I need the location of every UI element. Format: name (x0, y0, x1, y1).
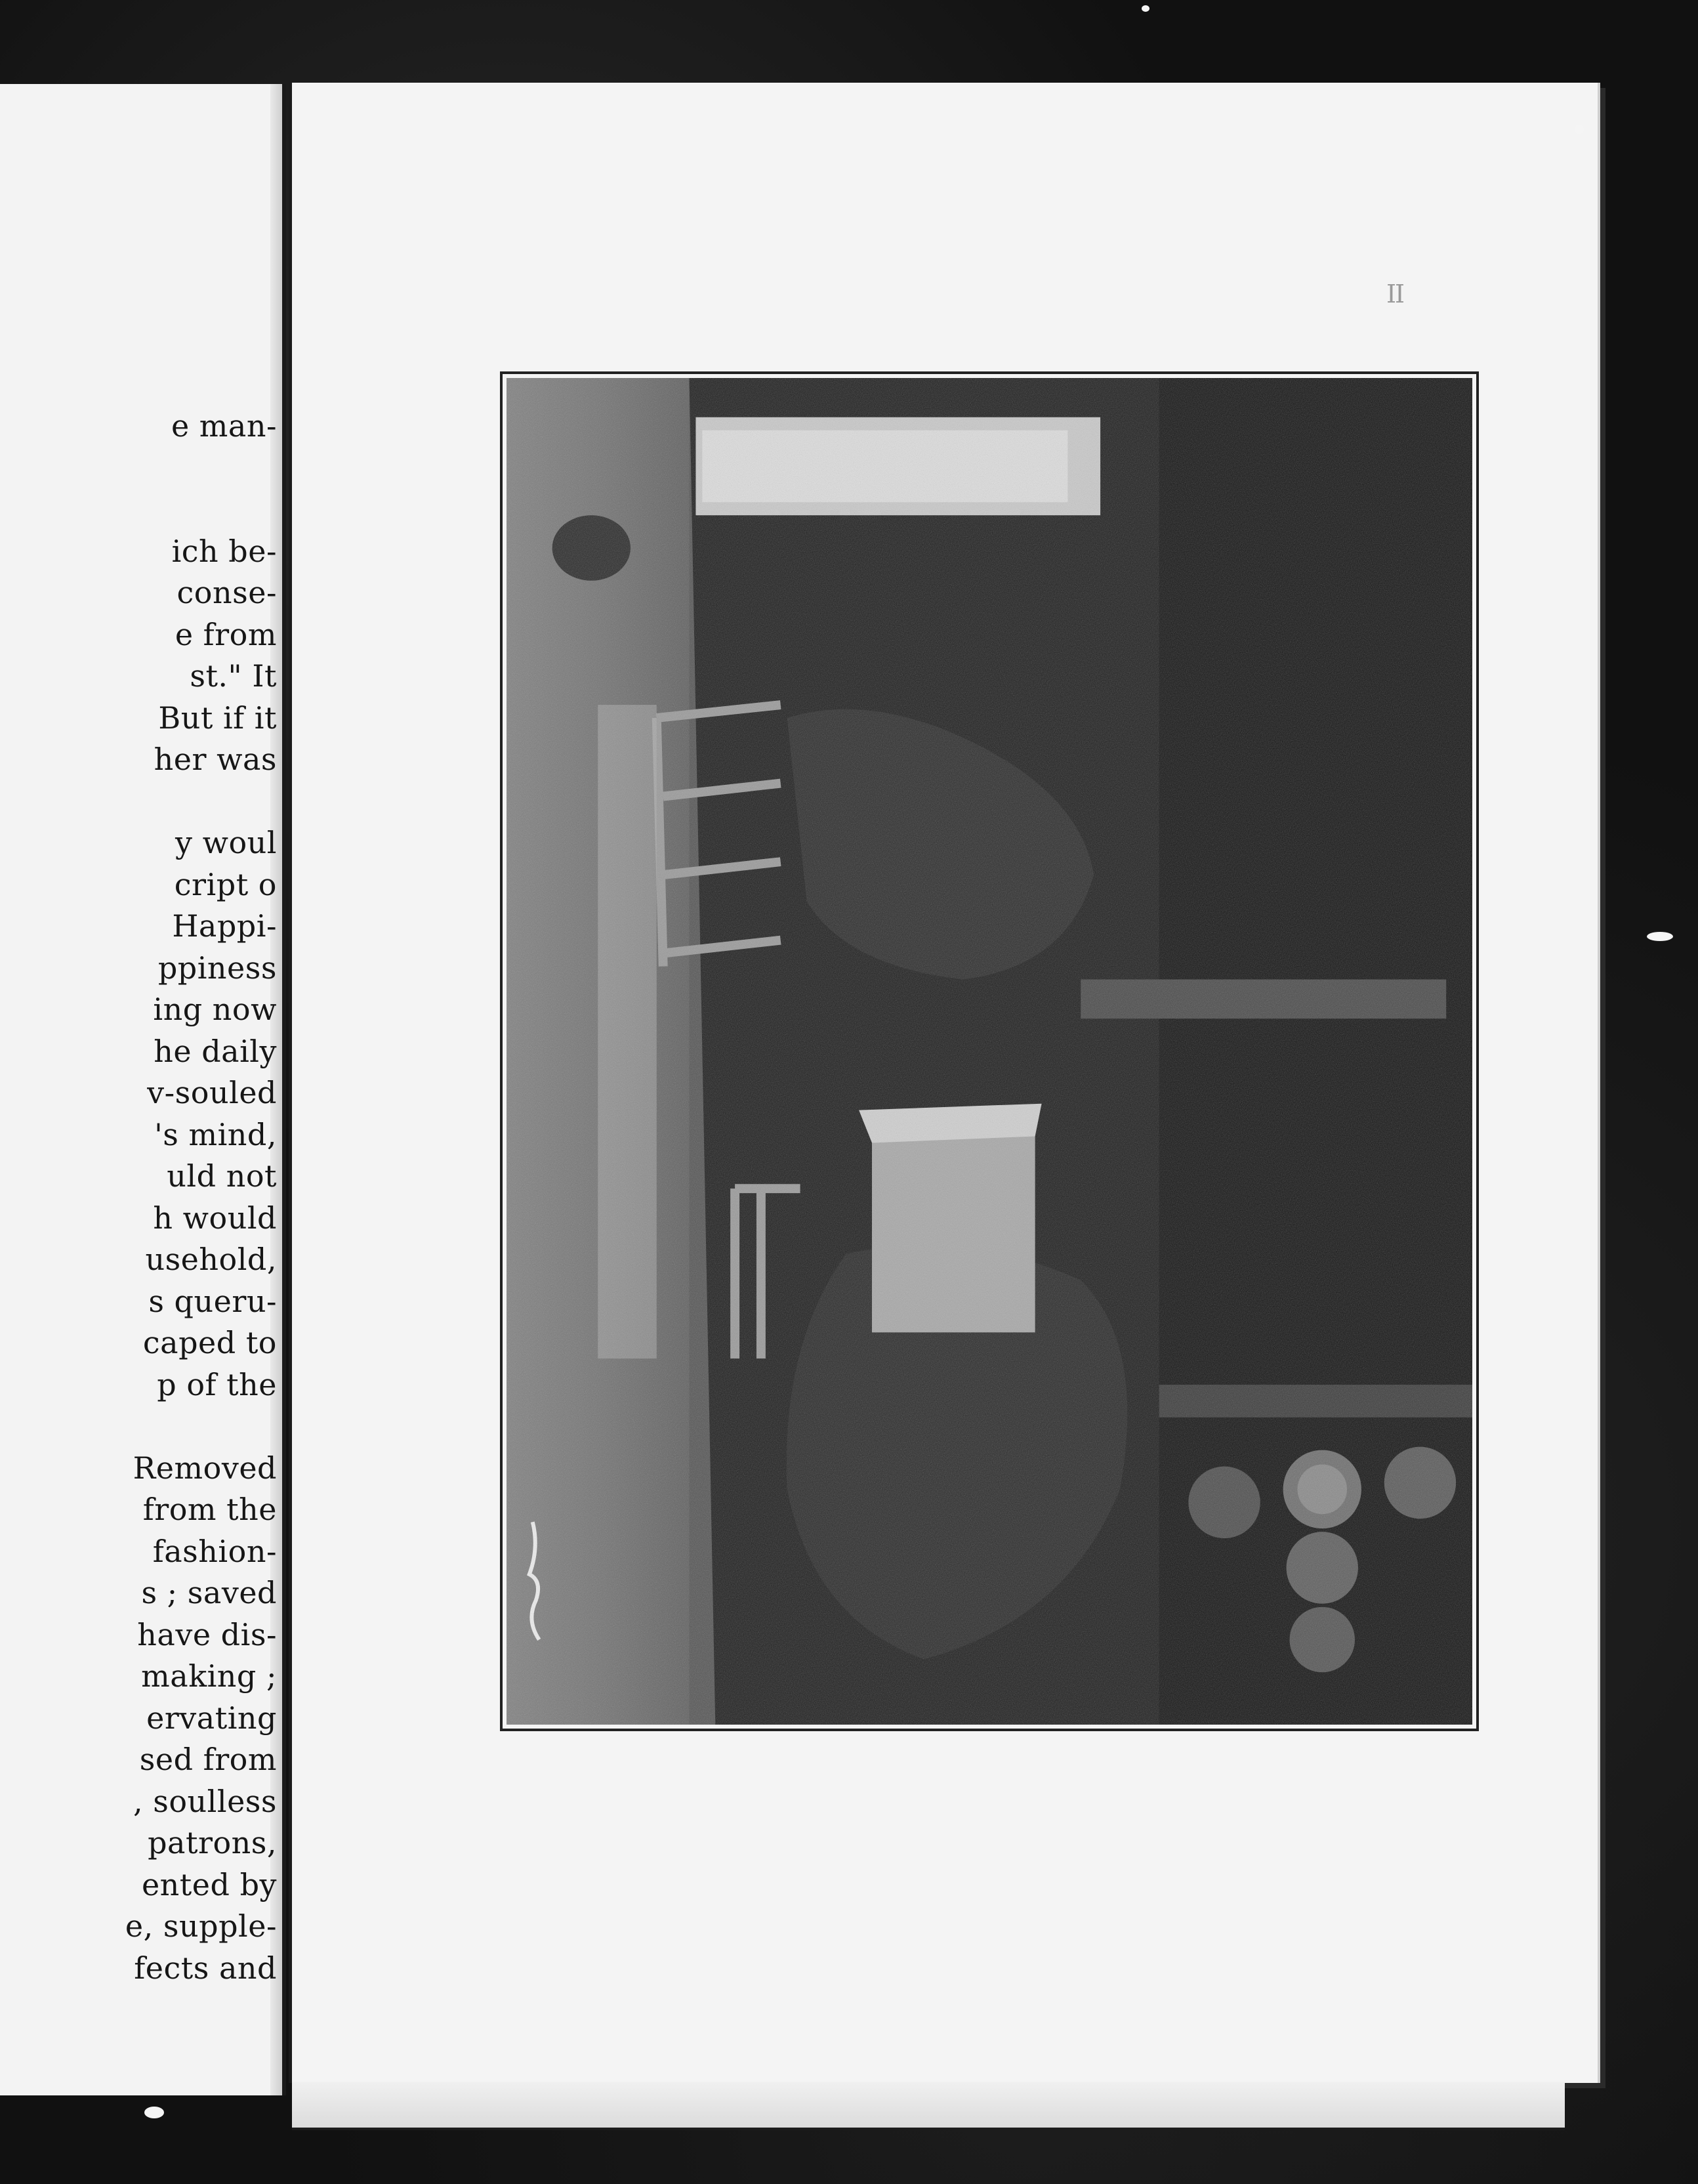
left-page-line: have dis- (137, 1616, 277, 1652)
left-page-line (125, 781, 277, 823)
left-page-line: he daily (154, 1033, 277, 1069)
left-page-line: s queru- (148, 1283, 277, 1319)
left-page-line: uld not (167, 1158, 277, 1194)
illustration-plate (500, 371, 1479, 1731)
left-page-line: But if it (158, 700, 277, 736)
left-page-line: e, supple- (125, 1908, 277, 1944)
left-page-line: e man- (171, 408, 277, 444)
left-page-line: making ; (141, 1658, 277, 1694)
left-page (0, 84, 286, 2095)
left-page-line: cript o (174, 866, 277, 902)
left-page-line: v-souled (147, 1075, 277, 1110)
left-page-line: ppiness (157, 950, 277, 986)
left-page-line: p of the (157, 1366, 277, 1402)
page-bottom-edge (292, 2082, 1565, 2130)
left-page-line: s ; saved (141, 1575, 277, 1610)
left-page-line: caped to (142, 1325, 277, 1360)
left-page-line: ing now (153, 992, 277, 1027)
page-number: II (1386, 280, 1404, 308)
left-page-line: Happi- (172, 908, 277, 944)
left-page-line: h would (153, 1200, 277, 1236)
left-page-line: ervating (146, 1700, 277, 1736)
left-page-line: fashion- (152, 1533, 277, 1569)
left-page-line: st." It (190, 658, 277, 694)
left-page-line: her was (154, 742, 277, 777)
left-page-line: ich be- (171, 533, 277, 569)
right-page (289, 83, 1600, 2083)
left-page-line (125, 448, 277, 490)
left-page-line: e from (175, 616, 277, 652)
left-page-line: Removed (133, 1450, 277, 1486)
left-page-line: fects and (134, 1950, 277, 1986)
left-page-text (125, 406, 277, 1989)
left-page-line: conse- (176, 575, 277, 610)
dust-speck (144, 2107, 164, 2118)
dust-speck (1647, 932, 1673, 941)
left-page-line: y woul (175, 825, 277, 860)
left-page-line (125, 489, 277, 531)
left-page-line: ented by (141, 1866, 277, 1902)
left-page-line: sed from (139, 1742, 277, 1777)
left-page-line: 's mind, (154, 1116, 277, 1152)
dust-speck (1142, 5, 1149, 12)
left-page-line: , soulless (133, 1783, 277, 1819)
left-page-line: usehold, (145, 1242, 277, 1277)
left-page-line: patrons, (148, 1825, 277, 1860)
left-page-line (125, 1406, 277, 1448)
illustration-image (507, 378, 1472, 1725)
left-page-line: from the (142, 1492, 277, 1527)
dust-speck (1575, 125, 1584, 134)
